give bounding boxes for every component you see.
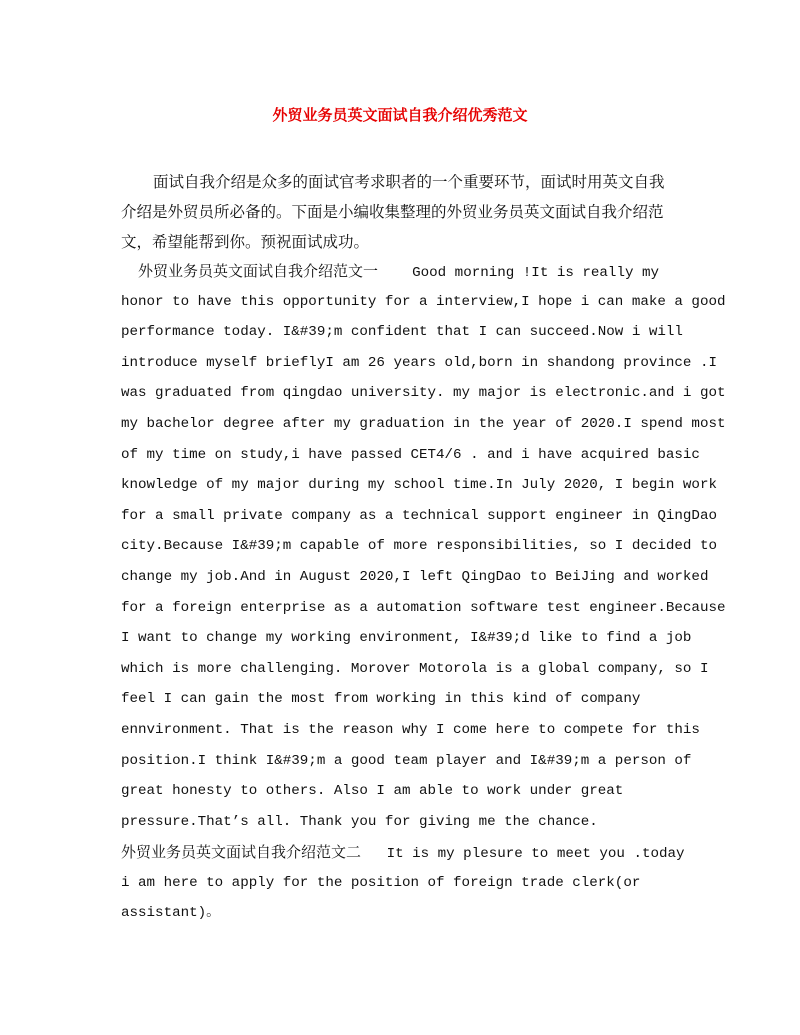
intro-paragraph [121,167,681,257]
section1-line-8: for a small private company as a technical support engineer in QingDao [121,507,717,524]
body-text [121,256,726,929]
section1-line-11: for a foreign enterprise as a automation software test engineer.Because [121,599,726,616]
section1-line-6: of my time on study,i have passed CET4/6 . and i have acquired basic [121,446,700,463]
intro-line-1 [121,167,681,197]
section1-line-4: was graduated from qingdao university. my major is electronic.and i got [121,385,726,402]
section1-line-15: ennvironment. That is the reason why I come here to compete for this [121,721,700,738]
section1-line-1: honor to have this opportunity for a interview,I hope i can make a good [121,293,726,310]
section2-line-0: It is my plesure to meet you .today [386,846,685,863]
intro-line-2: 介绍是外贸员所必备的。下面是小编收集整理的外贸业务员英文面试自我介绍范 [121,203,664,221]
section1-line-2: performance today. I&#39;m confident that I can succeed.Now i will [121,324,683,341]
intro-line-3: 文，希望能帮到你。预祝面试成功。 [121,233,370,251]
section1-line-3: introduce myself brieflyI am 26 years old,born in shandong province .I [121,354,717,371]
intro-text-1: 面试自我介绍是众多的面试官考求职者的一个重要环节，面试时用英文自我 [153,173,665,191]
section1-line-17: great honesty to others. Also I am able to work under great [121,783,624,800]
section1-line-7: knowledge of my major during my school time.In July 2020, I begin work [121,477,717,494]
section1-line-18: pressure.That’s all. Thank you for giving me the chance. [121,813,598,830]
section2-line-1: i am here to apply for the position of foreign trade clerk(or [121,874,641,891]
section2-heading: 外贸业务员英文面试自我介绍范文二 [121,843,362,862]
section2-line-2: assistant)。 [121,905,221,922]
section1-heading: 外贸业务员英文面试自我介绍范文一 [138,262,379,280]
section1-line-9: city.Because I&#39;m capable of more responsibilities, so I decided to [121,538,717,555]
section1-line-13: which is more challenging. Morover Motorola is a global company, so I [121,660,709,677]
section1-line-14: feel I can gain the most from working in this kind of company [121,691,641,708]
section1-line-12: I want to change my working environment, I&#39;d like to find a job [121,630,692,647]
document-title: 外贸业务员英文面试自我介绍优秀范文 [272,106,528,124]
section2-first-line [121,837,685,868]
section1-line-16: position.I think I&#39;m a good team player and I&#39;m a person of [121,752,692,769]
section1-line-10: change my job.And in August 2020,I left QingDao to BeiJing and worked [121,568,709,585]
section1-first-line [121,256,681,287]
section1-line-0: Good morning !It is really my [412,265,660,281]
section1-line-5: my bachelor degree after my graduation in the year of 2020.I spend most [121,415,726,432]
